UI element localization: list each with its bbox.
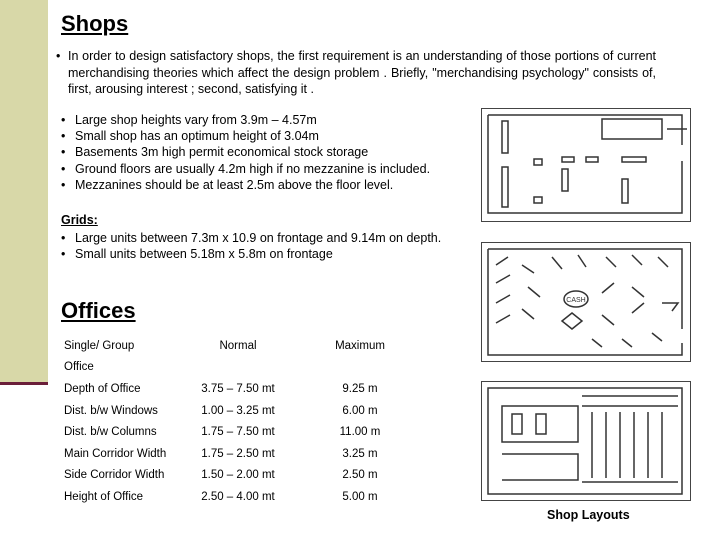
shops-title: Shops bbox=[61, 11, 129, 36]
table-header-row bbox=[60, 335, 420, 357]
figure-caption: Shop Layouts bbox=[547, 508, 630, 522]
grids-bullets bbox=[61, 230, 457, 263]
offices-table bbox=[60, 335, 420, 508]
header-normal: Normal bbox=[219, 339, 257, 352]
table-row: Office bbox=[64, 361, 94, 374]
table-row: Side Corridor Width 1.50 – 2.00 mt 2.50 m bbox=[64, 469, 378, 482]
table-row: Dist. b/w Windows 1.00 – 3.25 mt 6.00 m bbox=[64, 404, 378, 417]
table-row: Main Corridor Width 1.75 – 2.50 mt 3.25 m bbox=[64, 447, 378, 460]
list-item: • Large shop heights vary from 3.9m – 4.57m bbox=[61, 113, 317, 127]
offices-title: Offices bbox=[61, 298, 136, 323]
header-group: Single/ Group bbox=[64, 339, 135, 352]
list-item: • Small shop has an optimum height of 3.04m bbox=[61, 129, 319, 144]
sidebar-band bbox=[0, 0, 48, 384]
list-item: • Small units between 5.18m x 5.8m on frontage bbox=[61, 247, 333, 262]
table-row: Depth of Office 3.75 – 7.50 mt 9.25 m bbox=[64, 382, 378, 395]
sidebar-accent-line bbox=[0, 382, 48, 385]
grids-label: Grids: bbox=[61, 213, 98, 227]
table-row: Dist. b/w Columns 1.75 – 7.50 mt 11.00 m bbox=[64, 426, 381, 439]
header-maximum: Maximum bbox=[335, 339, 385, 352]
list-item: • Large units between 7.3m x 10.9 on frontage and 9.14m on depth. bbox=[61, 231, 442, 245]
shop-layout-plan-1 bbox=[481, 108, 691, 222]
intro-paragraph: • In order to design satisfactory shops, the first requirement is an understanding of those portions of current merchandising theories which affect the design problem . Briefly, "merchandising psychology" consists of, first, arousing interest ; second, satisfying it . bbox=[56, 49, 656, 96]
list-item: • Ground floors are usually 4.2m high if no mezzanine is included. bbox=[61, 161, 431, 176]
shop-layout-plan-3 bbox=[481, 381, 691, 501]
shop-layout-plan-2 bbox=[481, 242, 691, 362]
cash-label: CASH bbox=[566, 297, 586, 304]
list-item: • Mezzanines should be at least 2.5m above the floor level. bbox=[61, 177, 394, 192]
list-item: • Basements 3m high permit economical stock storage bbox=[61, 145, 369, 160]
table-row: Height of Office 2.50 – 4.00 mt 5.00 m bbox=[64, 490, 378, 503]
shop-bullets bbox=[61, 112, 457, 193]
intro-text: In order to design satisfactory shops, the first requirement is an understanding of those portions of current merchandising theories which affect the design problem . Briefly, "merchandising psychology" consists of, first, arousing interest ; second, satisfying it . bbox=[68, 49, 656, 96]
